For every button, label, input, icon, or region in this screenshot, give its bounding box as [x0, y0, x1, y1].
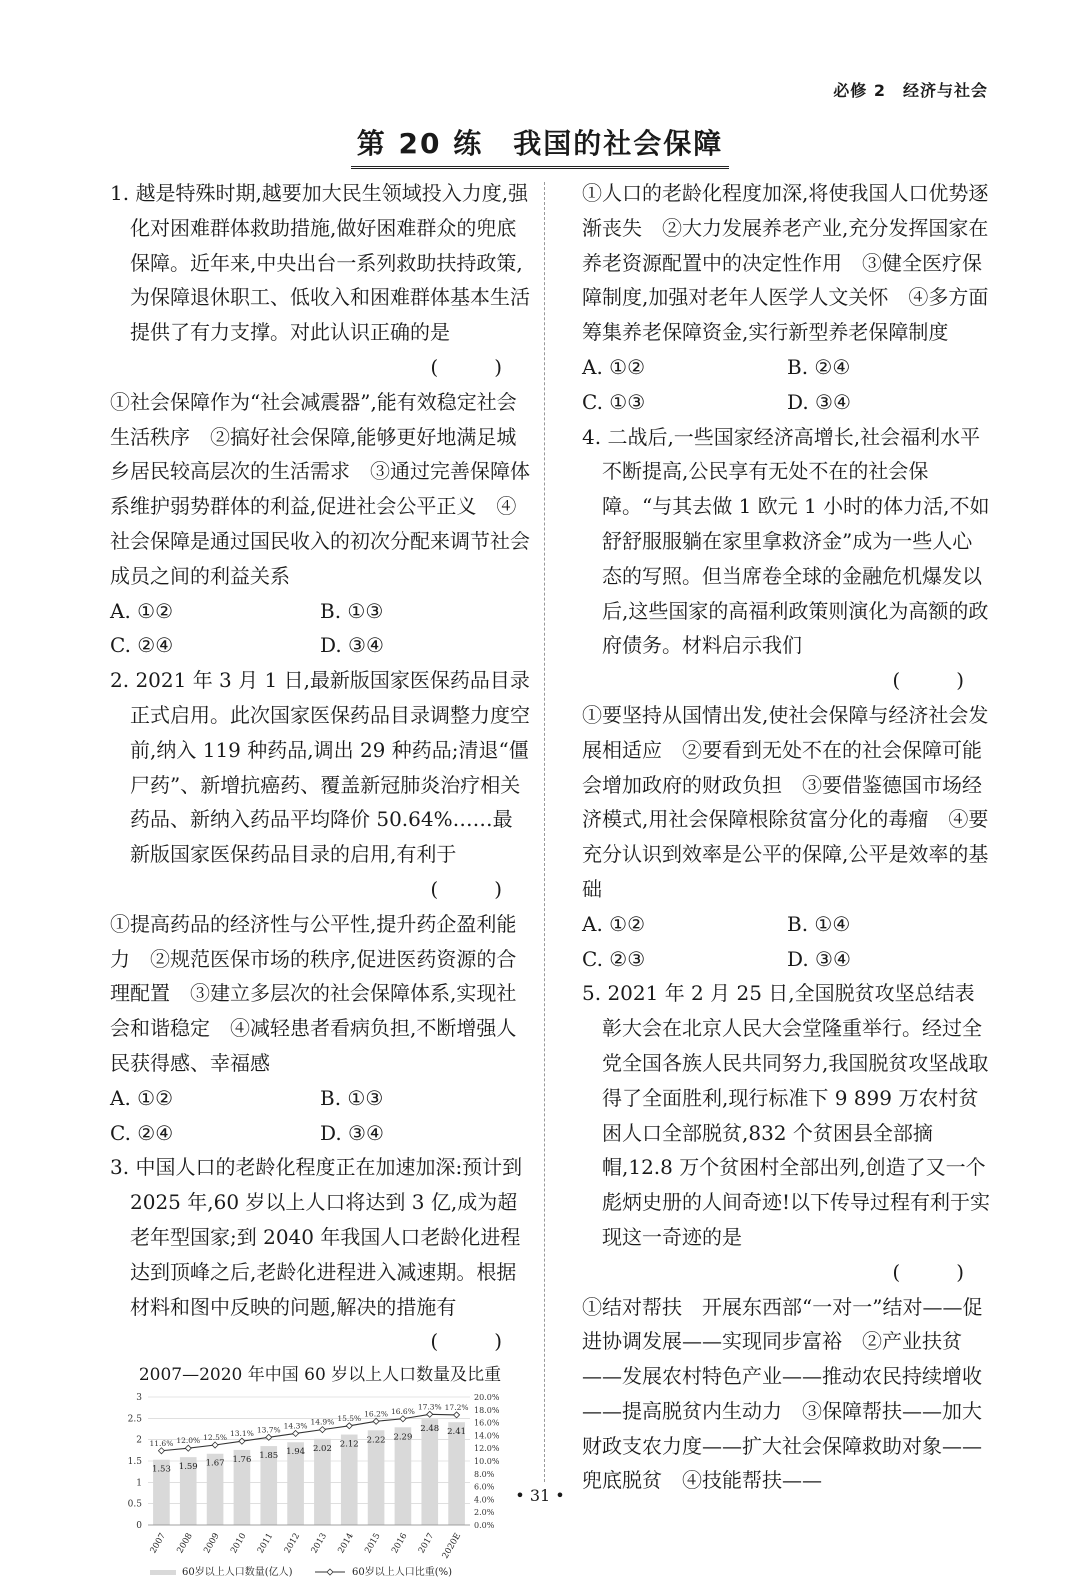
x-tick-label: 2008 [175, 1531, 195, 1556]
ratio-point [212, 1442, 218, 1448]
legend-line-marker [327, 1569, 333, 1575]
ratio-point [293, 1431, 299, 1437]
question-2 [110, 663, 530, 1150]
chart-title: 2007—2020 年中国 60 岁以上人口数量及比重 [138, 1365, 502, 1386]
ratio-point [454, 1412, 460, 1418]
answer-bracket: ( ) [892, 668, 982, 693]
ratio-point [373, 1418, 379, 1424]
question-5-stem: 5. 2021 年 2 月 25 日,全国脱贫攻坚总结表彰大会在北京人民大会堂隆重举行。经过全党全国各族人民共同努力,我国脱贫攻坚战取得了全面胜利,现行标准下 9 899 万农村贫困人口全部脱贫,832 个贫困县全部摘帽,12.8 万个贫困村全部出列,创造了又一个彪炳史册的人间奇迹!以下传导过程有利于实现这一奇迹的是 [582, 981, 991, 1249]
question-1-stem: 1. 越是特殊时期,越要加大民生领域投入力度,强化对困难群体救助措施,做好困难群众的兜底保障。近年来,中央出台一系列救助扶持政策,为保障退休职工、低收入和困难群体基本生活提供了有力支撑。对此认识正确的是 [110, 181, 530, 345]
x-tick-label: 2007 [148, 1531, 169, 1556]
option-c: C. ②④ [110, 1120, 174, 1145]
ratio-value-label: 16.6% [391, 1406, 415, 1416]
left-tick-label: 2 [136, 1435, 142, 1446]
page-number: • 31 • [515, 1486, 565, 1505]
x-tick-label: 2014 [336, 1531, 356, 1556]
option-b: B. ①③ [320, 1085, 384, 1110]
ratio-point [185, 1445, 191, 1451]
option-a: A. ①② [582, 354, 646, 379]
x-tick-label: 2009 [202, 1531, 222, 1556]
bar-value-label: 2.02 [312, 1443, 332, 1454]
option-d: D. ③④ [320, 1120, 384, 1145]
bar-value-label: 2.12 [339, 1439, 359, 1450]
left-tick-label: 0.5 [127, 1499, 142, 1510]
bar-value-label: 1.76 [232, 1455, 252, 1466]
option-d: D. ③④ [320, 633, 384, 658]
bar-value-label: 1.85 [259, 1451, 279, 1462]
option-a: A. ①② [110, 598, 174, 623]
page-title: 第 20 练 我国的社会保障 [351, 122, 729, 169]
right-tick-label: 2.0% [474, 1508, 495, 1518]
option-c: C. ②④ [110, 633, 174, 658]
bar [421, 1419, 438, 1525]
right-tick-label: 20.0% [474, 1393, 500, 1403]
x-tick-label: 2017 [416, 1531, 437, 1556]
ratio-value-label: 11.6% [149, 1438, 174, 1448]
option-c: C. ①③ [582, 389, 646, 414]
left-tick-label: 0 [136, 1521, 142, 1532]
ratio-value-label: 17.2% [444, 1403, 469, 1413]
option-d: D. ③④ [787, 946, 851, 971]
question-3-options [582, 350, 992, 420]
ratio-point [239, 1438, 245, 1444]
bar-value-label: 1.59 [178, 1462, 198, 1473]
x-tick-label: 2016 [390, 1531, 410, 1556]
bar-value-label: 2.22 [366, 1435, 386, 1446]
ratio-point [427, 1411, 433, 1417]
ratio-value-label: 13.1% [230, 1429, 254, 1439]
ratio-value-label: 17.3% [417, 1402, 442, 1412]
bar [448, 1422, 465, 1525]
left-tick-label: 1 [136, 1478, 142, 1489]
bar-value-label: 2.29 [393, 1432, 413, 1443]
ratio-value-label: 13.7% [256, 1425, 281, 1435]
right-tick-label: 16.0% [474, 1418, 500, 1428]
bar-value-label: 1.94 [286, 1447, 306, 1458]
legend-bar-label: 60岁以上人口数量(亿人) [182, 1567, 293, 1579]
ratio-point [158, 1448, 164, 1454]
x-tick-label: 2013 [309, 1531, 330, 1556]
column-divider [544, 182, 545, 1482]
bar-value-label: 1.53 [151, 1464, 171, 1475]
question-2-options [110, 1081, 530, 1151]
aging-chart [110, 1363, 520, 1583]
bar-value-label: 2.41 [447, 1427, 467, 1438]
question-4-statements: ①要坚持从国情出发,使社会保障与经济社会发展相适应 ②要看到无处不在的社会保障可能会增加政府的财政负担 ③要借鉴德国市场经济模式,用社会保障根除贫富分化的毒瘤 ④要充分认识到效率是公平的保障,公平是效率的基础 [582, 702, 989, 901]
right-tick-label: 4.0% [474, 1495, 495, 1505]
question-1-options [110, 594, 530, 664]
option-a: A. ①② [582, 911, 646, 936]
left-tick-label: 2.5 [127, 1414, 142, 1425]
book-header: 必修 2 经济与社会 [833, 81, 988, 100]
answer-bracket: ( ) [430, 354, 520, 379]
ratio-value-label: 12.0% [176, 1436, 201, 1446]
right-tick-label: 6.0% [474, 1482, 495, 1492]
option-b: B. ②④ [787, 354, 851, 379]
x-tick-label: 2015 [363, 1531, 383, 1556]
right-tick-label: 0.0% [474, 1521, 495, 1531]
question-5-statements: ①结对帮扶 开展东西部“一对一”结对——促进协调发展——实现同步富裕 ②产业扶贫——发展农村特色产业——推动农民持续增收——提高脱贫内生动力 ③保障帮扶——加大财政支农力度——扩大社会保障救助对象——兜底脱贫 ④技能帮扶—— [582, 1294, 983, 1493]
right-tick-label: 14.0% [474, 1431, 500, 1441]
right-tick-label: 10.0% [474, 1457, 500, 1467]
answer-bracket: ( ) [892, 1259, 982, 1284]
option-b: B. ①③ [320, 598, 384, 623]
bar-value-label: 2.48 [420, 1424, 440, 1435]
question-5 [582, 976, 992, 1498]
question-3 [110, 1150, 530, 1583]
right-tick-label: 12.0% [474, 1444, 500, 1454]
question-3-statements: ①人口的老龄化程度加深,将使我国人口优势逐渐丧失 ②大力发展养老产业,充分发挥国家在养老资源配置中的决定性作用 ③健全医疗保障制度,加强对老年人医学人文关怀 ④多方面筹集养老保障资金,实行新型养老保障制度 [582, 181, 989, 345]
ratio-point [319, 1427, 325, 1433]
left-column [110, 176, 530, 1583]
option-d: D. ③④ [787, 389, 851, 414]
ratio-value-label: 12.5% [203, 1433, 227, 1443]
option-b: B. ①④ [787, 911, 851, 936]
question-4-options [582, 907, 992, 977]
left-tick-label: 3 [136, 1393, 142, 1404]
legend-bar-swatch [150, 1570, 176, 1575]
right-tick-label: 8.0% [474, 1469, 495, 1479]
answer-bracket: ( ) [430, 876, 520, 901]
x-tick-label: 2010 [229, 1531, 249, 1556]
question-3-continued [582, 176, 992, 420]
left-tick-label: 1.5 [127, 1457, 142, 1468]
option-c: C. ②③ [582, 946, 646, 971]
right-column [582, 176, 992, 1498]
option-a: A. ①② [110, 1085, 174, 1110]
ratio-value-label: 16.2% [364, 1409, 388, 1419]
ratio-point [400, 1416, 406, 1422]
question-3-stem: 3. 中国人口的老龄化程度正在加速加深:预计到 2025 年,60 岁以上人口将达到 3 亿,成为超老年型国家;到 2040 年我国人口老龄化进程达到顶峰之后,老龄化进程进入减速期。根据材料和图中反映的问题,解决的措施有 [110, 1155, 523, 1319]
x-tick-label: 2011 [255, 1531, 276, 1556]
ratio-point [346, 1423, 352, 1429]
question-4 [582, 420, 992, 977]
x-tick-label: 2012 [282, 1531, 303, 1556]
answer-bracket: ( ) [430, 1329, 520, 1354]
question-1-statements: ①社会保障作为“社会减震器”,能有效稳定社会生活秩序 ②搞好社会保障,能够更好地满足城乡居民较高层次的生活需求 ③通过完善保障体系维护弱势群体的利益,促进社会公平正义 ④社会保障是通过国民收入的初次分配来调节社会成员之间的利益关系 [110, 389, 530, 588]
ratio-value-label: 15.5% [337, 1413, 362, 1423]
question-2-statements: ①提高药品的经济性与公平性,提升药企盈利能力 ②规范医保市场的秩序,促进医药资源的合理配置 ③建立多层次的社会保障体系,实现社会和谐稳定 ④减轻患者看病负担,不断增强人民获得感、幸福感 [110, 911, 517, 1075]
ratio-value-label: 14.9% [310, 1417, 335, 1427]
ratio-value-label: 14.3% [283, 1421, 308, 1431]
question-2-stem: 2. 2021 年 3 月 1 日,最新版国家医保药品目录正式启用。此次国家医保药品目录调整力度空前,纳入 119 种药品,调出 29 种药品;清退“僵尸药”、新增抗癌药、覆盖新冠肺炎治疗相关药品、新纳入药品平均降价 50.64%……最新版国家医保药品目录的启用,有利于 [110, 668, 530, 867]
x-tick-label: 2020E [440, 1531, 464, 1561]
question-4-stem: 4. 二战后,一些国家经济高增长,社会福利水平不断提高,公民享有无处不在的社会保障。“与其去做 1 欧元 1 小时的体力活,不如舒舒服服躺在家里拿救济金”成为一些人心态的写照。但当席卷全球的金融危机爆发以后,这些国家的高福利政策则演化为高额的政府债务。材料启示我们 [582, 424, 990, 658]
question-1 [110, 176, 530, 663]
bar-value-label: 1.67 [205, 1458, 225, 1469]
right-tick-label: 18.0% [474, 1405, 500, 1415]
legend-line-label: 60岁以上人口比重(%) [352, 1567, 453, 1579]
